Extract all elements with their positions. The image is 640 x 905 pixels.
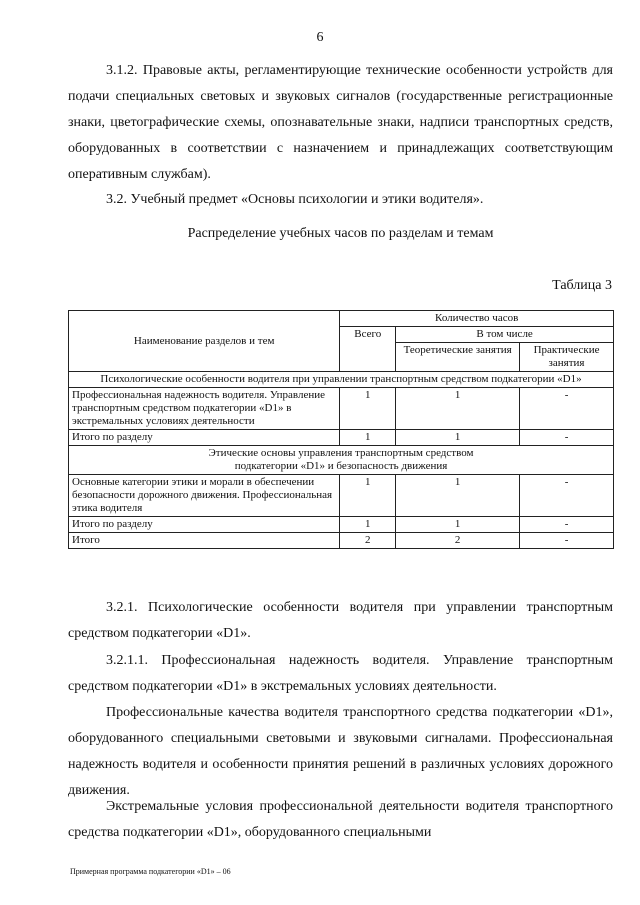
table-row: [69, 533, 614, 549]
header-name: Наименование разделов и тем: [69, 311, 340, 372]
header-total: Всего: [340, 327, 396, 372]
table-row: [69, 388, 614, 430]
header-theory: Теоретические занятия: [396, 343, 520, 372]
row-1-practice: -: [520, 388, 614, 430]
section-2-title-line-2: подкатегории «D1» и безопасность движения: [234, 460, 448, 472]
header-including: В том числе: [396, 327, 614, 343]
table-row: [69, 517, 614, 533]
subtotal-1-name: Итого по разделу: [69, 430, 340, 446]
subtotal-1-practice: -: [520, 430, 614, 446]
section-2-title-line-1: Этические основы управления транспортным средством: [208, 447, 474, 459]
paragraph-3-1-2: 3.1.2. Правовые акты, регламентирующие технические особенности устройств для подачи специальных световых и звуковых сигналов (государственные регистрационные знаки, цветографические схемы, опознавательные знаки, надписи транспортных средств, оборудованных в соответствии с назначением и принадлежащих соответствующим оперативным службам).: [68, 63, 613, 182]
table-section-row: [69, 372, 614, 388]
grand-total-name: Итого: [69, 533, 340, 549]
paragraph-3-2-1: 3.2.1. Психологические особенности водителя при управлении транспортным средством подкатегории «D1».: [68, 600, 613, 641]
table-header-row: [69, 311, 614, 327]
header-hours: Количество часов: [340, 311, 614, 327]
row-2-theory: 1: [396, 475, 520, 517]
table-section-row: [69, 446, 614, 475]
footer: Примерная программа подкатегории «D1» – 06: [70, 867, 231, 876]
grand-total-theory: 2: [396, 533, 520, 549]
paragraph-3-2-1-1: 3.2.1.1. Профессиональная надежность водителя. Управление транспортным средством подкатегории «D1» в экстремальных условиях деятельности.: [68, 653, 613, 694]
table-row: [69, 430, 614, 446]
table-caption: Таблица 3: [552, 278, 612, 293]
section-1-title: Психологические особенности водителя при управлении транспортным средством подкатегории «D1»: [69, 372, 614, 388]
distribution-title: Распределение учебных часов по разделам и темам: [187, 226, 494, 241]
row-1-name: Профессиональная надежность водителя. Управление транспортным средством подкатегории «D1» в экстремальных условиях деятельности: [69, 388, 340, 430]
subtotal-2-name: Итого по разделу: [69, 517, 340, 533]
section-2-title: [69, 446, 614, 475]
grand-total-practice: -: [520, 533, 614, 549]
row-1-theory: 1: [396, 388, 520, 430]
row-2-total: 1: [340, 475, 396, 517]
paragraph-qualities: Профессиональные качества водителя транспортного средства подкатегории «D1», оборудованного специальными световыми и звуковыми сигналами. Профессиональная надежность водителя и особенности принятия решений в различных условиях дорожного движения.: [68, 705, 613, 798]
page-number: 6: [316, 30, 324, 45]
row-1-total: 1: [340, 388, 396, 430]
subtotal-1-theory: 1: [396, 430, 520, 446]
subtotal-1-total: 1: [340, 430, 396, 446]
paragraph-extreme: Экстремальные условия профессиональной деятельности водителя транспортного средства подкатегории «D1», оборудованного специальными: [68, 799, 613, 840]
subtotal-2-total: 1: [340, 517, 396, 533]
subtotal-2-theory: 1: [396, 517, 520, 533]
row-2-practice: -: [520, 475, 614, 517]
grand-total-total: 2: [340, 533, 396, 549]
row-2-name: Основные категории этики и морали в обеспечении безопасности дорожного движения. Профессиональная этика водителя: [69, 475, 340, 517]
paragraph-3-2: 3.2. Учебный предмет «Основы психологии и этики водителя».: [106, 192, 484, 207]
hours-table: [68, 310, 614, 549]
header-practice: Практические занятия: [520, 343, 614, 372]
table-row: [69, 475, 614, 517]
subtotal-2-practice: -: [520, 517, 614, 533]
